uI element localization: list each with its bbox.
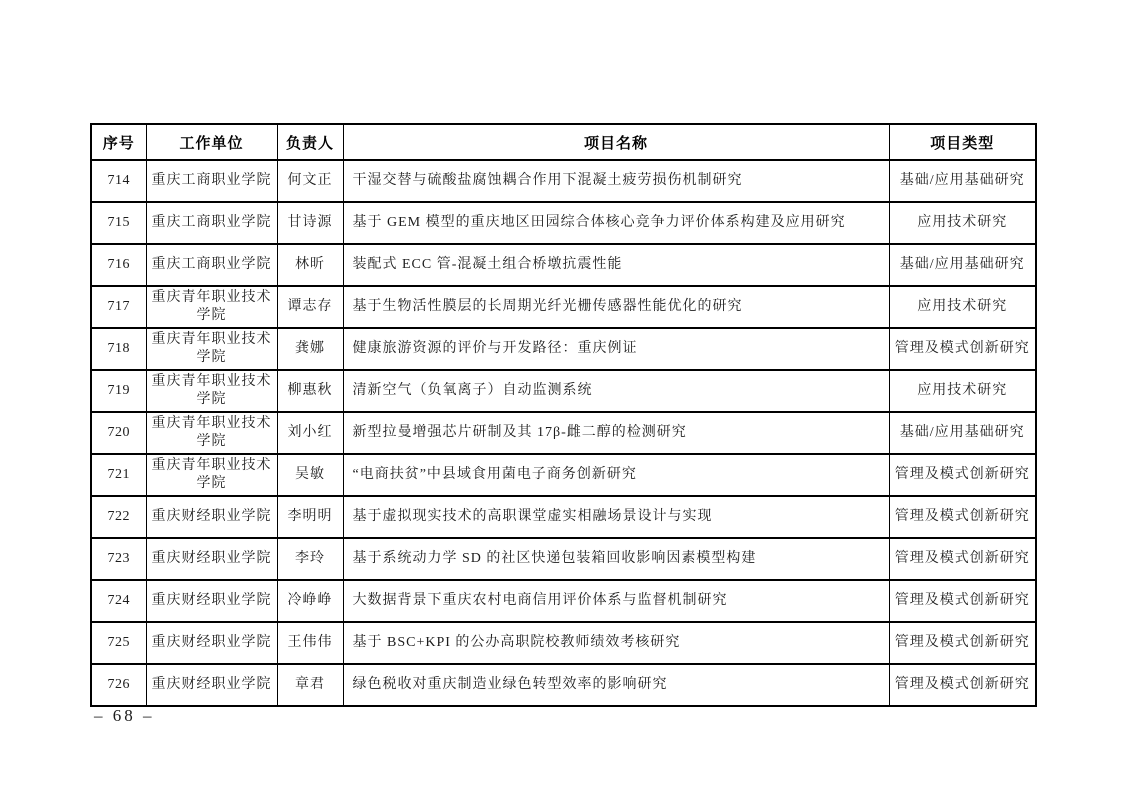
projects-table	[90, 123, 1037, 707]
cell-work-unit: 重庆财经职业学院	[146, 496, 277, 538]
cell-project-type: 管理及模式创新研究	[889, 328, 1036, 370]
cell-leader: 刘小红	[277, 412, 343, 454]
cell-project-name: 干湿交替与硫酸盐腐蚀耦合作用下混凝土疲劳损伤机制研究	[343, 160, 889, 202]
table-row	[91, 202, 1036, 244]
cell-work-unit: 重庆财经职业学院	[146, 622, 277, 664]
cell-leader: 柳惠秋	[277, 370, 343, 412]
cell-serial-number: 718	[91, 328, 146, 370]
cell-work-unit: 重庆工商职业学院	[146, 202, 277, 244]
cell-serial-number: 720	[91, 412, 146, 454]
table-row	[91, 160, 1036, 202]
cell-leader: 林昕	[277, 244, 343, 286]
table-row	[91, 454, 1036, 496]
cell-project-type: 管理及模式创新研究	[889, 664, 1036, 706]
cell-serial-number: 717	[91, 286, 146, 328]
cell-project-name: “电商扶贫”中县域食用菌电子商务创新研究	[343, 454, 889, 496]
cell-serial-number: 722	[91, 496, 146, 538]
cell-leader: 谭志存	[277, 286, 343, 328]
cell-project-name: 基于生物活性膜层的长周期光纤光栅传感器性能优化的研究	[343, 286, 889, 328]
cell-work-unit: 重庆财经职业学院	[146, 580, 277, 622]
cell-serial-number: 723	[91, 538, 146, 580]
col-header-leader: 负责人	[277, 124, 343, 160]
col-header-project: 项目名称	[343, 124, 889, 160]
cell-work-unit: 重庆青年职业技术学院	[146, 454, 277, 496]
cell-project-type: 应用技术研究	[889, 286, 1036, 328]
cell-project-name: 新型拉曼增强芯片研制及其 17β-雌二醇的检测研究	[343, 412, 889, 454]
cell-project-name: 健康旅游资源的评价与开发路径：重庆例证	[343, 328, 889, 370]
cell-serial-number: 721	[91, 454, 146, 496]
table-row	[91, 286, 1036, 328]
cell-project-type: 管理及模式创新研究	[889, 580, 1036, 622]
cell-project-name: 基于 GEM 模型的重庆地区田园综合体核心竞争力评价体系构建及应用研究	[343, 202, 889, 244]
cell-leader: 冷峥峥	[277, 580, 343, 622]
table-row	[91, 580, 1036, 622]
cell-project-type: 基础/应用基础研究	[889, 244, 1036, 286]
cell-serial-number: 719	[91, 370, 146, 412]
cell-serial-number: 725	[91, 622, 146, 664]
cell-project-type: 基础/应用基础研究	[889, 412, 1036, 454]
cell-serial-number: 726	[91, 664, 146, 706]
cell-leader: 王伟伟	[277, 622, 343, 664]
cell-serial-number: 724	[91, 580, 146, 622]
cell-work-unit: 重庆青年职业技术学院	[146, 412, 277, 454]
cell-leader: 龚娜	[277, 328, 343, 370]
cell-leader: 吴敏	[277, 454, 343, 496]
cell-project-type: 应用技术研究	[889, 202, 1036, 244]
cell-project-type: 管理及模式创新研究	[889, 454, 1036, 496]
cell-project-name: 清新空气（负氧离子）自动监测系统	[343, 370, 889, 412]
table-row	[91, 244, 1036, 286]
cell-leader: 李明明	[277, 496, 343, 538]
cell-serial-number: 716	[91, 244, 146, 286]
cell-project-type: 应用技术研究	[889, 370, 1036, 412]
header-row	[91, 124, 1036, 160]
table-row	[91, 328, 1036, 370]
cell-project-name: 基于虚拟现实技术的高职课堂虚实相融场景设计与实现	[343, 496, 889, 538]
cell-project-type: 管理及模式创新研究	[889, 622, 1036, 664]
cell-project-type: 基础/应用基础研究	[889, 160, 1036, 202]
cell-work-unit: 重庆工商职业学院	[146, 160, 277, 202]
col-header-unit: 工作单位	[146, 124, 277, 160]
cell-project-name: 基于系统动力学 SD 的社区快递包装箱回收影响因素模型构建	[343, 538, 889, 580]
cell-serial-number: 715	[91, 202, 146, 244]
table-row	[91, 664, 1036, 706]
table-row	[91, 496, 1036, 538]
cell-project-type: 管理及模式创新研究	[889, 538, 1036, 580]
cell-work-unit: 重庆青年职业技术学院	[146, 370, 277, 412]
cell-leader: 何文正	[277, 160, 343, 202]
cell-work-unit: 重庆工商职业学院	[146, 244, 277, 286]
cell-project-name: 装配式 ECC 管-混凝土组合桥墩抗震性能	[343, 244, 889, 286]
cell-leader: 李玲	[277, 538, 343, 580]
col-header-type: 项目类型	[889, 124, 1036, 160]
table-row	[91, 370, 1036, 412]
cell-work-unit: 重庆青年职业技术学院	[146, 328, 277, 370]
cell-project-type: 管理及模式创新研究	[889, 496, 1036, 538]
cell-serial-number: 714	[91, 160, 146, 202]
cell-leader: 章君	[277, 664, 343, 706]
col-header-serial: 序号	[91, 124, 146, 160]
cell-leader: 甘诗源	[277, 202, 343, 244]
cell-project-name: 基于 BSC+KPI 的公办高职院校教师绩效考核研究	[343, 622, 889, 664]
page-number: – 68 –	[94, 706, 155, 725]
cell-project-name: 大数据背景下重庆农村电商信用评价体系与监督机制研究	[343, 580, 889, 622]
cell-work-unit: 重庆青年职业技术学院	[146, 286, 277, 328]
table-row	[91, 622, 1036, 664]
cell-work-unit: 重庆财经职业学院	[146, 664, 277, 706]
cell-work-unit: 重庆财经职业学院	[146, 538, 277, 580]
table-row	[91, 412, 1036, 454]
cell-project-name: 绿色税收对重庆制造业绿色转型效率的影响研究	[343, 664, 889, 706]
table-row	[91, 538, 1036, 580]
